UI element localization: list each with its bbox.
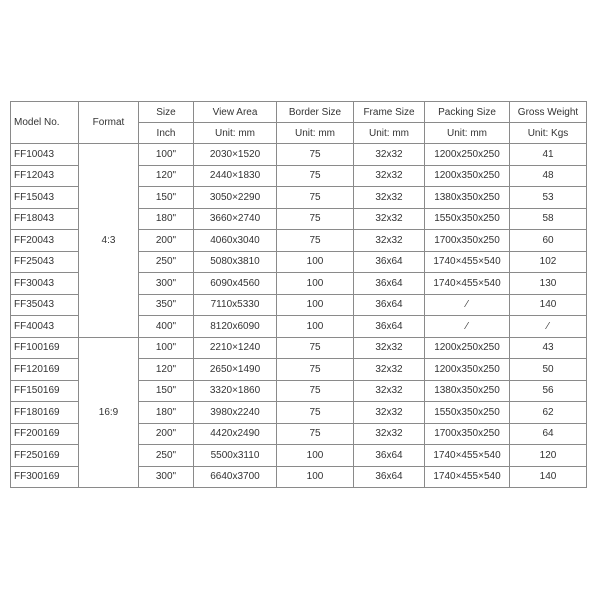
packing-size-cell: 1700x350x250 [425,423,510,445]
gross-weight-cell: 41 [510,144,587,166]
unit-border: Unit: mm [277,123,354,144]
frame-size-cell: 32x32 [354,230,425,252]
gross-weight-cell: 58 [510,208,587,230]
size-cell: 150" [139,187,194,209]
frame-size-cell: 32x32 [354,187,425,209]
border-size-cell: 75 [277,402,354,424]
border-size-cell: 100 [277,466,354,488]
frame-size-cell: 32x32 [354,423,425,445]
header-border-size: Border Size [277,102,354,123]
size-cell: 200" [139,423,194,445]
view-area-cell: 3660×2740 [194,208,277,230]
view-area-cell: 6640x3700 [194,466,277,488]
frame-size-cell: 32x32 [354,144,425,166]
frame-size-cell: 36x64 [354,466,425,488]
view-area-cell: 3050×2290 [194,187,277,209]
unit-packing: Unit: mm [425,123,510,144]
header-size: Size [139,102,194,123]
size-cell: 350" [139,294,194,316]
view-area-cell: 2210×1240 [194,337,277,359]
gross-weight-cell: 120 [510,445,587,467]
border-size-cell: 75 [277,423,354,445]
border-size-cell: 100 [277,294,354,316]
model-cell: FF35043 [11,294,79,316]
packing-size-cell: 1550x350x250 [425,402,510,424]
gross-weight-cell: 48 [510,165,587,187]
view-area-cell: 2650×1490 [194,359,277,381]
gross-weight-cell: 56 [510,380,587,402]
header-format: Format [79,102,139,144]
gross-weight-cell: 53 [510,187,587,209]
header-view-area: View Area [194,102,277,123]
frame-size-cell: 32x32 [354,165,425,187]
packing-size-cell: 1200x250x250 [425,337,510,359]
size-cell: 150" [139,380,194,402]
gross-weight-cell: 130 [510,273,587,295]
header-frame-size: Frame Size [354,102,425,123]
format-cell: 16:9 [79,337,139,488]
packing-size-cell: 1740×455×540 [425,251,510,273]
view-area-cell: 3320×1860 [194,380,277,402]
model-cell: FF10043 [11,144,79,166]
view-area-cell: 4420x2490 [194,423,277,445]
border-size-cell: 100 [277,445,354,467]
size-cell: 120" [139,165,194,187]
unit-view-area: Unit: mm [194,123,277,144]
frame-size-cell: 36x64 [354,294,425,316]
gross-weight-cell: 140 [510,294,587,316]
border-size-cell: 100 [277,273,354,295]
view-area-cell: 7110x5330 [194,294,277,316]
model-cell: FF40043 [11,316,79,338]
packing-size-cell: 1200x350x250 [425,165,510,187]
gross-weight-cell: 102 [510,251,587,273]
frame-size-cell: 36x64 [354,273,425,295]
model-cell: FF180169 [11,402,79,424]
border-size-cell: 75 [277,165,354,187]
model-cell: FF20043 [11,230,79,252]
packing-size-cell: 1550x350x250 [425,208,510,230]
size-cell: 250" [139,445,194,467]
packing-size-cell: 1200x250x250 [425,144,510,166]
model-cell: FF30043 [11,273,79,295]
size-cell: 100" [139,144,194,166]
gross-weight-cell: 60 [510,230,587,252]
model-cell: FF200169 [11,423,79,445]
border-size-cell: 100 [277,251,354,273]
size-cell: 180" [139,208,194,230]
spec-table [10,101,587,488]
size-cell: 300" [139,466,194,488]
gross-weight-cell: 140 [510,466,587,488]
packing-size-cell: 1740×455×540 [425,273,510,295]
border-size-cell: 75 [277,230,354,252]
gross-weight-cell: ⁄ [510,316,587,338]
gross-weight-cell: 62 [510,402,587,424]
model-cell: FF18043 [11,208,79,230]
view-area-cell: 4060x3040 [194,230,277,252]
frame-size-cell: 32x32 [354,402,425,424]
model-cell: FF12043 [11,165,79,187]
frame-size-cell: 36x64 [354,316,425,338]
model-cell: FF25043 [11,251,79,273]
view-area-cell: 5080x3810 [194,251,277,273]
table-body [11,144,587,488]
border-size-cell: 75 [277,359,354,381]
view-area-cell: 3980x2240 [194,402,277,424]
size-cell: 250" [139,251,194,273]
view-area-cell: 2030×1520 [194,144,277,166]
frame-size-cell: 32x32 [354,380,425,402]
frame-size-cell: 36x64 [354,445,425,467]
gross-weight-cell: 50 [510,359,587,381]
packing-size-cell: ⁄ [425,294,510,316]
header-packing-size: Packing Size [425,102,510,123]
model-cell: FF100169 [11,337,79,359]
size-cell: 100" [139,337,194,359]
frame-size-cell: 36x64 [354,251,425,273]
packing-size-cell: ⁄ [425,316,510,338]
packing-size-cell: 1380x350x250 [425,380,510,402]
gross-weight-cell: 43 [510,337,587,359]
border-size-cell: 75 [277,144,354,166]
gross-weight-cell: 64 [510,423,587,445]
header-row [11,102,587,123]
model-cell: FF15043 [11,187,79,209]
packing-size-cell: 1380x350x250 [425,187,510,209]
frame-size-cell: 32x32 [354,337,425,359]
view-area-cell: 8120x6090 [194,316,277,338]
format-cell: 4:3 [79,144,139,338]
model-cell: FF120169 [11,359,79,381]
border-size-cell: 75 [277,208,354,230]
border-size-cell: 75 [277,187,354,209]
border-size-cell: 100 [277,316,354,338]
size-cell: 400" [139,316,194,338]
frame-size-cell: 32x32 [354,208,425,230]
border-size-cell: 75 [277,337,354,359]
frame-size-cell: 32x32 [354,359,425,381]
size-cell: 180" [139,402,194,424]
header-model: Model No. [11,102,79,144]
table-row [11,144,587,166]
unit-frame: Unit: mm [354,123,425,144]
view-area-cell: 2440×1830 [194,165,277,187]
view-area-cell: 5500x3110 [194,445,277,467]
unit-size: Inch [139,123,194,144]
packing-size-cell: 1740×455×540 [425,466,510,488]
size-cell: 200" [139,230,194,252]
size-cell: 300" [139,273,194,295]
packing-size-cell: 1740×455×540 [425,445,510,467]
model-cell: FF250169 [11,445,79,467]
model-cell: FF150169 [11,380,79,402]
table-row [11,337,587,359]
border-size-cell: 75 [277,380,354,402]
model-cell: FF300169 [11,466,79,488]
view-area-cell: 6090x4560 [194,273,277,295]
header-gross-weight: Gross Weight [510,102,587,123]
packing-size-cell: 1700x350x250 [425,230,510,252]
packing-size-cell: 1200x350x250 [425,359,510,381]
table-header [11,102,587,144]
size-cell: 120" [139,359,194,381]
unit-weight: Unit: Kgs [510,123,587,144]
